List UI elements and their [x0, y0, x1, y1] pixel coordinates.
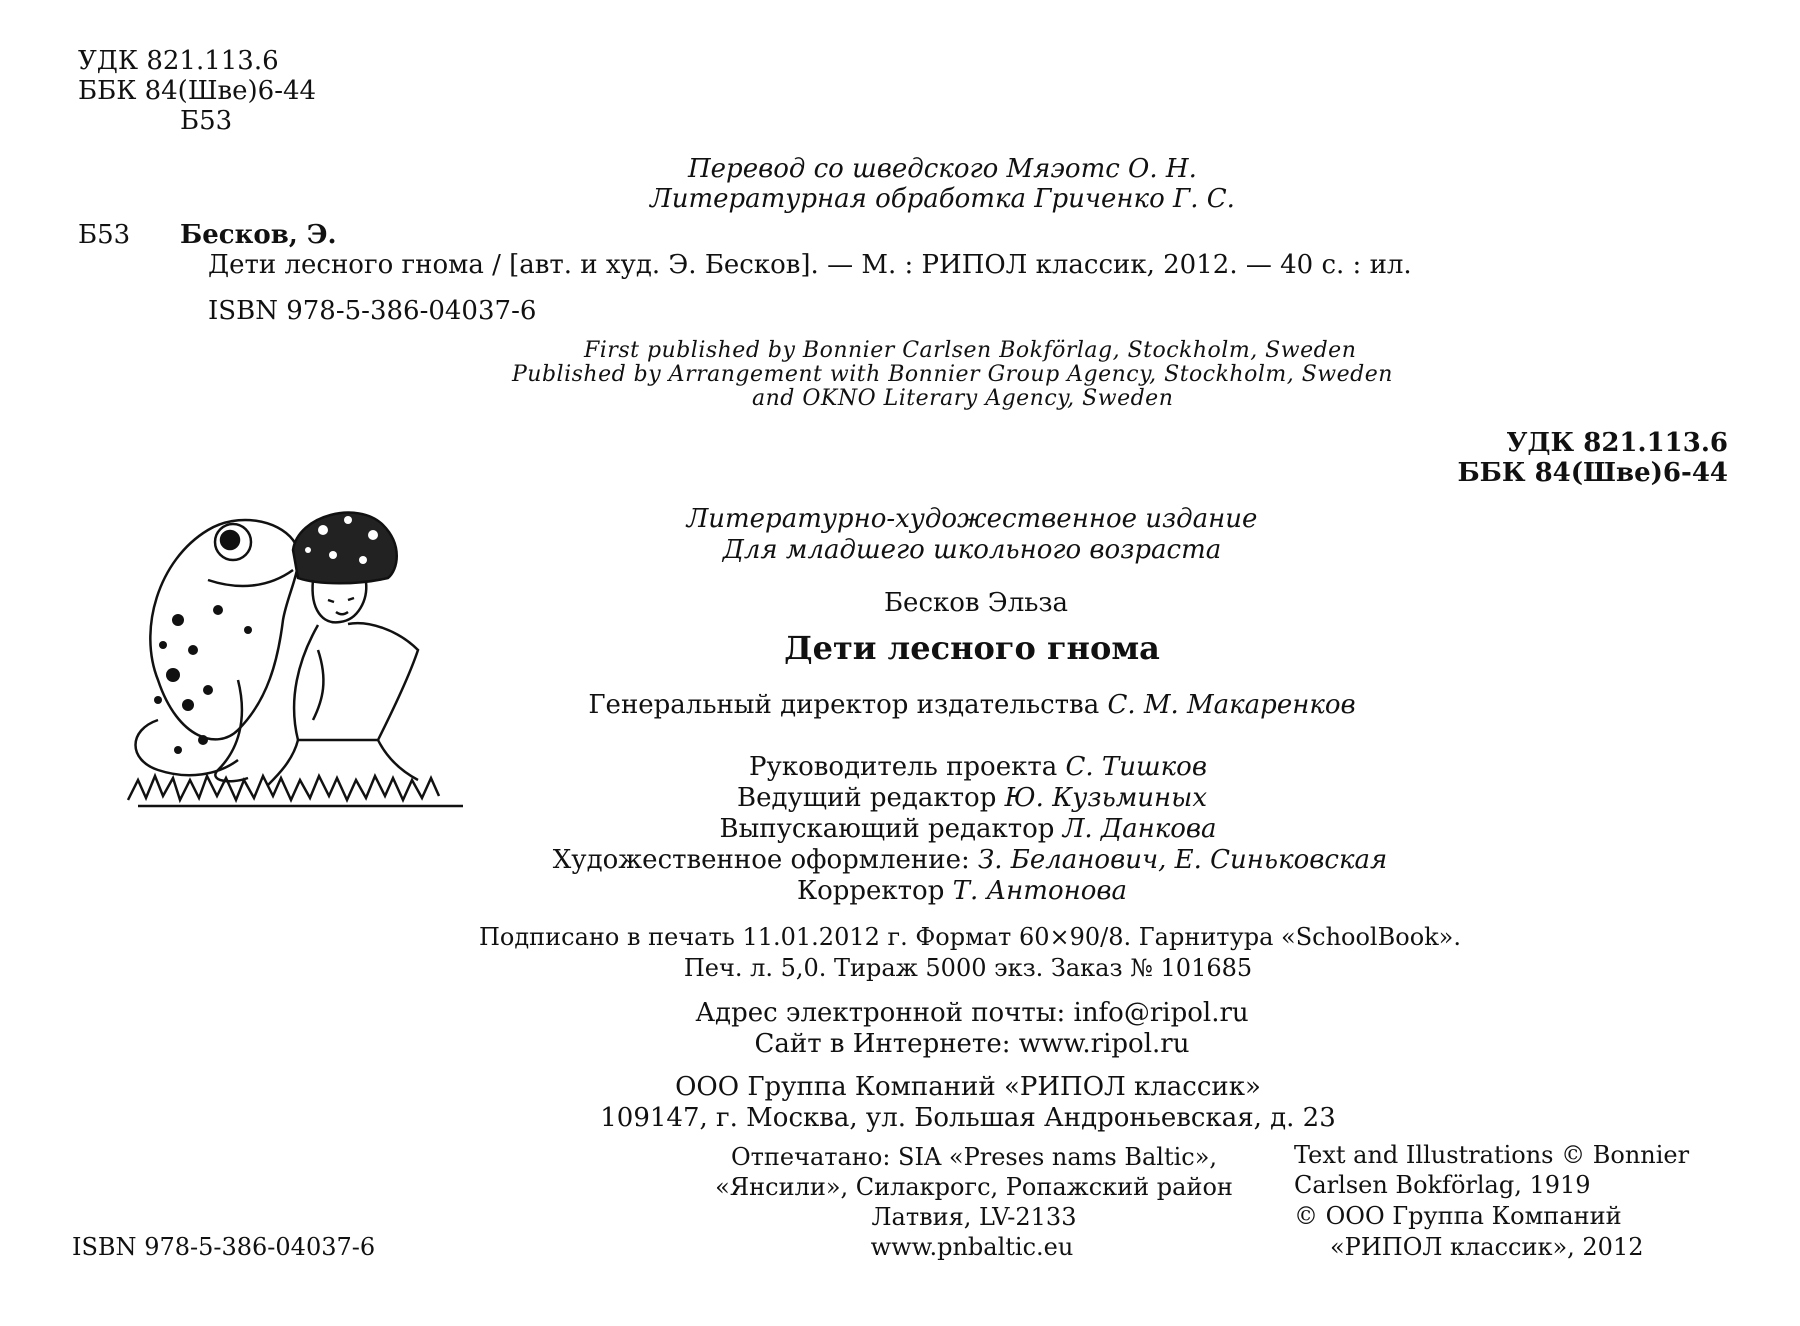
credit-project-lead [749, 752, 1207, 782]
edition-author: Бесков Эльза [883, 588, 1069, 618]
catalog-author: Бесков, Э. [180, 220, 337, 250]
literary-editing-credit: Литературная обработка Гриченко Г. С. [650, 184, 1235, 214]
copyright-line-1: Text and Illustrations © Bonnier [1294, 1141, 1690, 1169]
catalog-isbn: ISBN 978-5-386-04037-6 [208, 296, 537, 326]
rights-line-1: First published by Bonnier Carlsen Bokförlag, Stockholm, Sweden [584, 338, 1357, 363]
credit-role: Ведущий редактор [736, 783, 997, 813]
credit-art-design [553, 845, 1387, 875]
credit-name: З. Беланович, Е. Синьковская [978, 845, 1388, 875]
frog-and-gnome-child-illustration [118, 500, 478, 820]
right-udk-code: УДК 821.113.6 [1506, 428, 1728, 458]
rights-line-3: and OKNO Literary Agency, Sweden [752, 386, 1174, 411]
edition-type: Литературно-художественное издание [686, 504, 1258, 534]
general-director [588, 690, 1355, 720]
credit-role: Корректор [796, 876, 945, 906]
copyright-line-3: © ООО Группа Компаний [1294, 1202, 1622, 1230]
credit-name: Ю. Кузьминых [1004, 783, 1208, 813]
translation-credit: Перевод со шведского Мяэотс О. Н. [688, 154, 1197, 184]
catalog-code: Б53 [78, 220, 131, 250]
email-address: Адрес электронной почты: info@ripol.ru [695, 998, 1249, 1028]
printed-by-line-1: Отпечатано: SIA «Preses nams Baltic», [730, 1143, 1218, 1171]
rights-line-2: Published by Arrangement with Bonnier Group Agency, Stockholm, Sweden [512, 362, 1393, 387]
publisher-address: 109147, г. Москва, ул. Большая Андроньевская, д. 23 [600, 1103, 1336, 1133]
print-run-details: Печ. л. 5,0. Тираж 5000 экз. Заказ № 101685 [683, 954, 1253, 982]
credit-name: Т. Антонова [952, 876, 1128, 906]
bottom-isbn: ISBN 978-5-386-04037-6 [72, 1233, 376, 1261]
book-title: Дети лесного гнома [784, 629, 1160, 667]
copyright-line-2: Carlsen Bokförlag, 1919 [1294, 1171, 1591, 1199]
right-bbk-code: ББК 84(Шве)6-44 [1457, 458, 1728, 488]
printed-by-line-2: «Янсили», Силакрогс, Ропажский район [715, 1173, 1233, 1201]
credit-role: Руководитель проекта [749, 752, 1058, 782]
credit-role: Художественное оформление: [552, 845, 970, 875]
printer-website: www.pnbaltic.eu [870, 1233, 1074, 1261]
bbk-code: ББК 84(Шве)6-44 [78, 76, 317, 106]
credit-lead-editor [737, 783, 1207, 813]
credit-proofreader [797, 876, 1127, 906]
credit-release-editor [719, 814, 1216, 844]
copyright-line-4: «РИПОЛ классик», 2012 [1330, 1233, 1644, 1261]
credit-name: С. Тишков [1065, 752, 1207, 782]
website-address: Сайт в Интернете: www.ripol.ru [754, 1029, 1190, 1059]
general-director-name: С. М. Макаренков [1107, 690, 1356, 720]
catalog-description: Дети лесного гнома / [авт. и худ. Э. Бесков]. — М. : РИПОЛ классик, 2012. — 40 с. : ил. [208, 250, 1412, 280]
credit-name: Л. Данкова [1062, 814, 1217, 844]
edition-audience: Для младшего школьного возраста [722, 535, 1222, 565]
general-director-role: Генеральный директор издательства [588, 690, 1100, 720]
print-details: Подписано в печать 11.01.2012 г. Формат 60×90/8. Гарнитура «SchoolBook». [479, 923, 1461, 951]
udk-code: УДК 821.113.6 [78, 46, 279, 76]
author-sign: Б53 [180, 106, 233, 136]
credit-role: Выпускающий редактор [719, 814, 1055, 844]
publisher-name: ООО Группа Компаний «РИПОЛ классик» [675, 1072, 1261, 1102]
printed-by-line-3: Латвия, LV-2133 [871, 1203, 1077, 1231]
